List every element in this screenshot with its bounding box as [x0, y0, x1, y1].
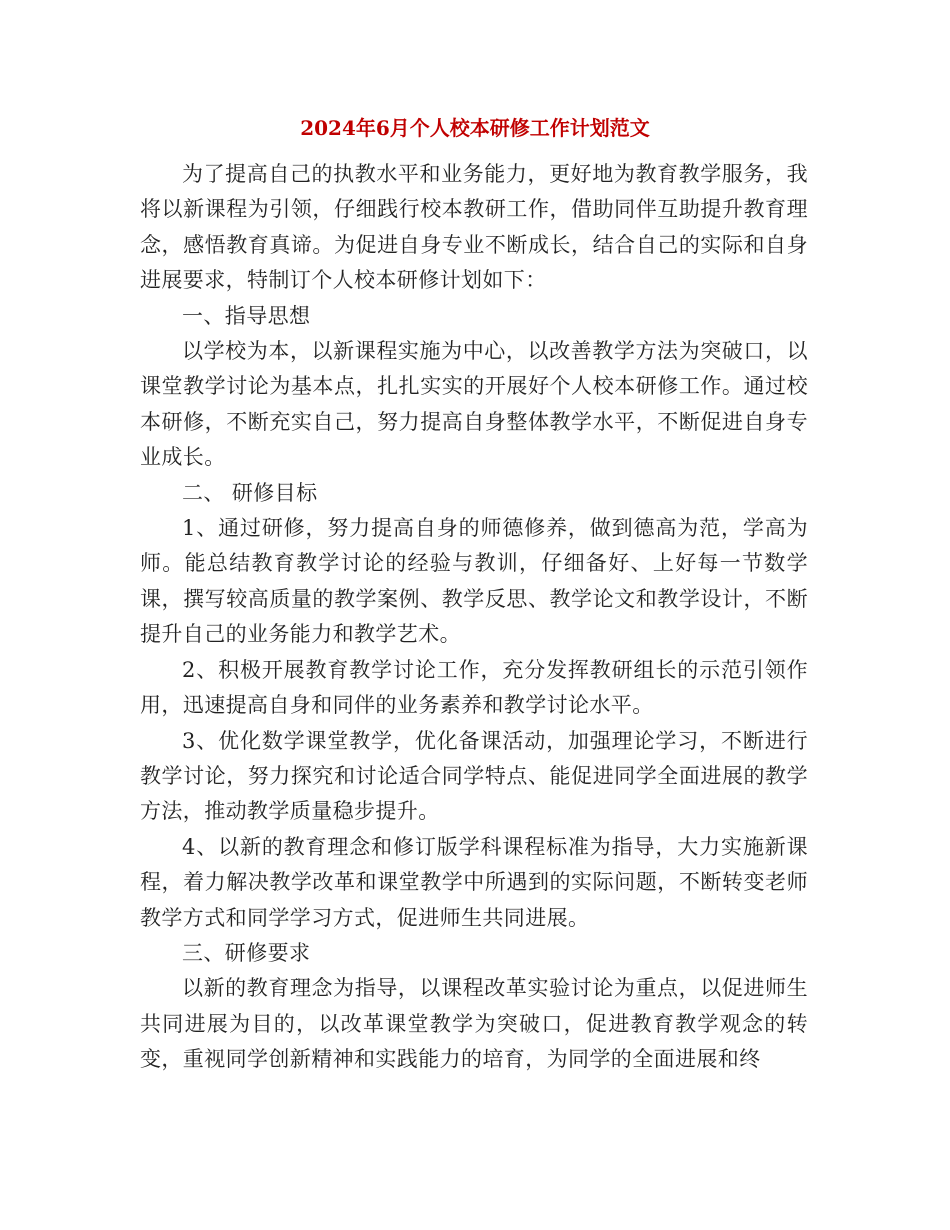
- goal-item-3: 3、优化数学课堂教学，优化备课活动，加强理论学习，不断进行教学讨论，努力探究和讨论适合同学特点、能促进同学全面进展的教学方法，推动教学质量稳步提升。: [140, 728, 808, 824]
- intro-paragraph: 为了提高自己的执教水平和业务能力，更好地为教育教学服务，我将以新课程为引领，仔细践行校本教研工作，借助同伴互助提升教育理念，感悟教育真谛。为促进自身专业不断成长，结合自己的实际和自身进展要求，特制订个人校本研修计划如下：: [140, 162, 808, 293]
- goal-item-4: 4、以新的教育理念和修订版学科课程标准为指导，大力实施新课程，着力解决教学改革和课堂教学中所遇到的实际问题，不断转变老师教学方式和同学学习方式，促进师生共同进展。: [140, 834, 808, 930]
- requirements-paragraph: 以新的教育理念为指导，以课程改革实验讨论为重点，以促进师生共同进展为目的，以改革课堂教学为突破口，促进教育教学观念的转变，重视同学创新精神和实践能力的培育，为同学的全面进展和终: [140, 976, 808, 1072]
- section-heading-guiding-thought: 一、指导思想: [182, 303, 311, 328]
- goal-item-2: 2、积极开展教育教学讨论工作，充分发挥教研组长的示范引领作用，迅速提高自身和同伴的业务素养和教学讨论水平。: [140, 657, 808, 718]
- goal-item-1: 1、通过研修，努力提高自身的师德修养，做到德高为范，学高为师。能总结教育教学讨论的经验与教训，仔细备好、上好每一节数学课，撰写较高质量的教学案例、教学反思、教学论文和教学设计，不断提升自己的业务能力和教学艺术。: [140, 516, 808, 647]
- guiding-thought-paragraph: 以学校为本，以新课程实施为中心，以改善教学方法为突破口，以课堂教学讨论为基本点，扎扎实实的开展好个人校本研修工作。通过校本研修，不断充实自己，努力提高自身整体教学水平，不断促进自身专业成长。: [140, 339, 808, 470]
- section-heading-goals: 二、 研修目标: [182, 480, 318, 505]
- document-title: 2024年6月个人校本研修工作计划范文: [300, 116, 650, 140]
- document-body: [140, 157, 808, 1078]
- section-heading-requirements: 三、研修要求: [182, 940, 311, 965]
